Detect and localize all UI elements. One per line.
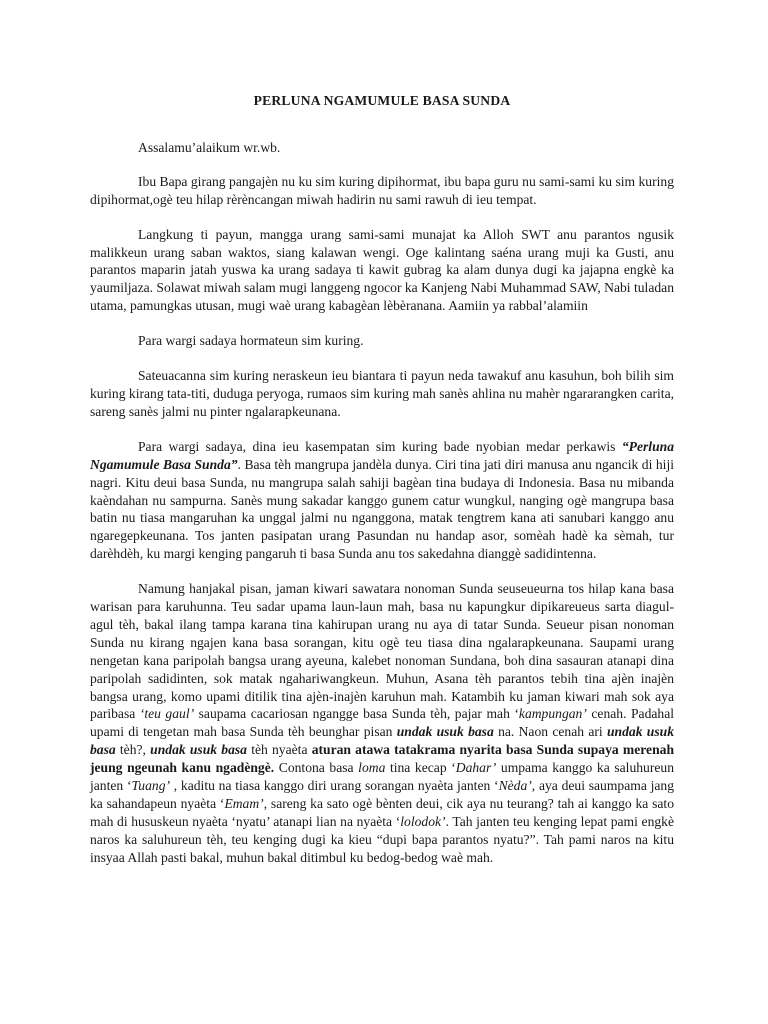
- paragraph-3: Para wargi sadaya hormateun sim kuring.: [138, 333, 364, 349]
- bold-italic-term: undak usuk basa: [396, 724, 494, 740]
- document-title: PERLUNA NGAMUMULE BASA SUNDA: [253, 93, 511, 108]
- document-page: [90, 92, 674, 884]
- paragraph-5-text: . Basa tèh mangrupa jandèla dunya. Ciri tina jati diri manusa anu ngancik di hiji nagri. Kitu deui basa Sunda, nu mangrupa salah sahiji bagèan tina budaya di Indonesia. Basa nu mibanda kaèndahan nu sampurna. Sanès mung sakadar kanggo gunem catur wungkul, nanging ogè mangrupa basa batin nu tiasa mangaruhan ka unggal jalmi nu nganggona, matak tengtrem kana ati sanubari kanggo anu ngaregepkeunana. Tos janten pasipatan urang Pasundan nu handap asor, somèah hadè ka sèmah, tur darèhdèh, ku margi kenging pangaruh ti basa Sunda anu tos sakedahna dianggè sadidintenna.: [90, 456, 675, 562]
- italic-term: Nèda’: [498, 778, 532, 794]
- paragraph-4: Sateuacanna sim kuring neraskeun ieu biantara ti payun neda tawakuf anu kasuhun, boh bilih sim kuring kirang tata-titi, duduga peryoga, rumaos sim kuring mah sanès ahlina nu mahèr ngararangken carita, sareng sanès jalmi nu pinter ngalarapkeunana.: [90, 368, 674, 419]
- paragraph-6-text: tèh?,: [115, 742, 151, 758]
- paragraph-1: Ibu Bapa girang pangajèn nu ku sim kuring dipihormat, ibu bapa guru nu sami-sami ku sim kuring dipihormat,ogè teu hilap rèrèncangan miwah hadirin nu sami rawuh di ieu tempat.: [90, 173, 674, 207]
- bold-italic-term: undak usuk basa: [150, 742, 247, 758]
- paragraph-6-text: , kaditu na tiasa kanggo diri urang sorangan nyaèta janten ‘: [170, 778, 499, 794]
- paragraph-6-text: Contona basa: [274, 760, 359, 776]
- italic-term: kampungan’: [518, 706, 587, 722]
- paragraph-6-text: , aya deui saumpama jang ka sahandapeun nyaèta ‘: [90, 778, 675, 811]
- paragraph-5: [90, 438, 674, 563]
- paragraph-6: [90, 580, 674, 867]
- paragraph-6-text: saupama cacariosan ngangge basa Sunda tèh, pajar mah ‘: [194, 706, 519, 722]
- greeting: Assalamu’alaikum wr.wb.: [138, 139, 281, 155]
- paragraph-6-text: . Tah janten teu kenging lepat pami engkè naros ka saluhureun tèh, teu kenging dugi ka kieu “dupi bapa parantos nyatu?”. Tah pami naros na kitu insyaa Allah pasti bakal, muhun bakal ditimbul ku bedog-bedog waè mah.: [90, 813, 674, 865]
- paragraph-5-text: Para wargi sadaya, dina ieu kasempatan sim kuring bade nyobian medar perkawis: [138, 438, 622, 454]
- topic-title-quote: “Perluna Ngamumule Basa Sunda”: [90, 438, 674, 472]
- italic-term: loma: [358, 760, 386, 776]
- italic-term: Tuang’: [131, 778, 171, 794]
- paragraph-6-text: tina kecap ‘: [385, 760, 456, 776]
- paragraph-6-text: umpama kanggo ka saluhureun janten ‘: [90, 760, 674, 794]
- paragraph-6-text: na. Naon cenah ari: [493, 724, 607, 740]
- paragraph-2: Langkung ti payun, mangga urang sami-sami munajat ka Alloh SWT anu parantos ngusik malikkeun urang saban waktos, siang kalawan wengi. Oge kalintang saéna urang muji ka Gusti, anu parantos maparin jatah yuswa ka urang sadaya ti kawit gubrag ka alam dunya dugi ka jajapna engkè ka yaumiljaza. Solawat miwah salam mugi langgeng ngocor ka Kanjeng Nabi Muhammad SAW, Nabi tuladan utama, pamungkas utusan, mugi waè urang kabagèan lèbèranana. Aamiin ya rabbal’alamiin: [90, 226, 674, 314]
- italic-term: ‘teu gaul’: [139, 706, 195, 722]
- italic-term: Emam’: [224, 796, 264, 811]
- italic-term: Dahar’: [455, 760, 497, 776]
- paragraph-6-text: , sareng ka sato ogè bènten deui, cik aya nu teurang? tah ai kanggo ka sato mah di hususkeun nyaèta ‘nyatu’ atanapi lian na nyaèta ‘: [90, 796, 674, 829]
- bold-definition: aturan atawa tatakrama nyarita basa Sunda supaya merenah jeung ngeunah kanu ngadèngè.: [90, 742, 675, 776]
- paragraph-6-text: Namung hanjakal pisan, jaman kiwari sawatara nonoman Sunda seuseueurna tos hilap kana basa warisan para karuhunna. Teu sadar upama laun-laun mah, basa nu kapungkur dipikareueus sarta diagul-agul tèh, bakal ilang tampa karana tina kahirupan urang nu aya di tatar Sunda. Seueur pisan nonoman Sunda nu kirang ngajen kana basa sorangan, kitu ogè teu tiasa dina ngalarapkeunana. Saupami urang nengetan kana paripolah bangsa urang ayeuna, kalebet nonoman Sundana, boh dina sasauran atanapi dina paripolah sadidinten, sok matak ngahariwangkeun. Muhun, Asana tèh parantos tebih tina ajèn inajèn bangsa urang, komo upami ditilik tina ajèn-inajèn karuhun mah. Katambih ku jaman kiwari mah sok aya paribasa: [90, 581, 674, 722]
- paragraph-6-text: cenah. Padahal upami di tengetan mah basa Sunda tèh beunghar pisan: [90, 706, 675, 740]
- paragraph-6-text: tèh nyaèta: [246, 742, 312, 758]
- bold-italic-term: undak usuk basa: [90, 724, 675, 758]
- italic-term: lolodok’: [400, 813, 446, 829]
